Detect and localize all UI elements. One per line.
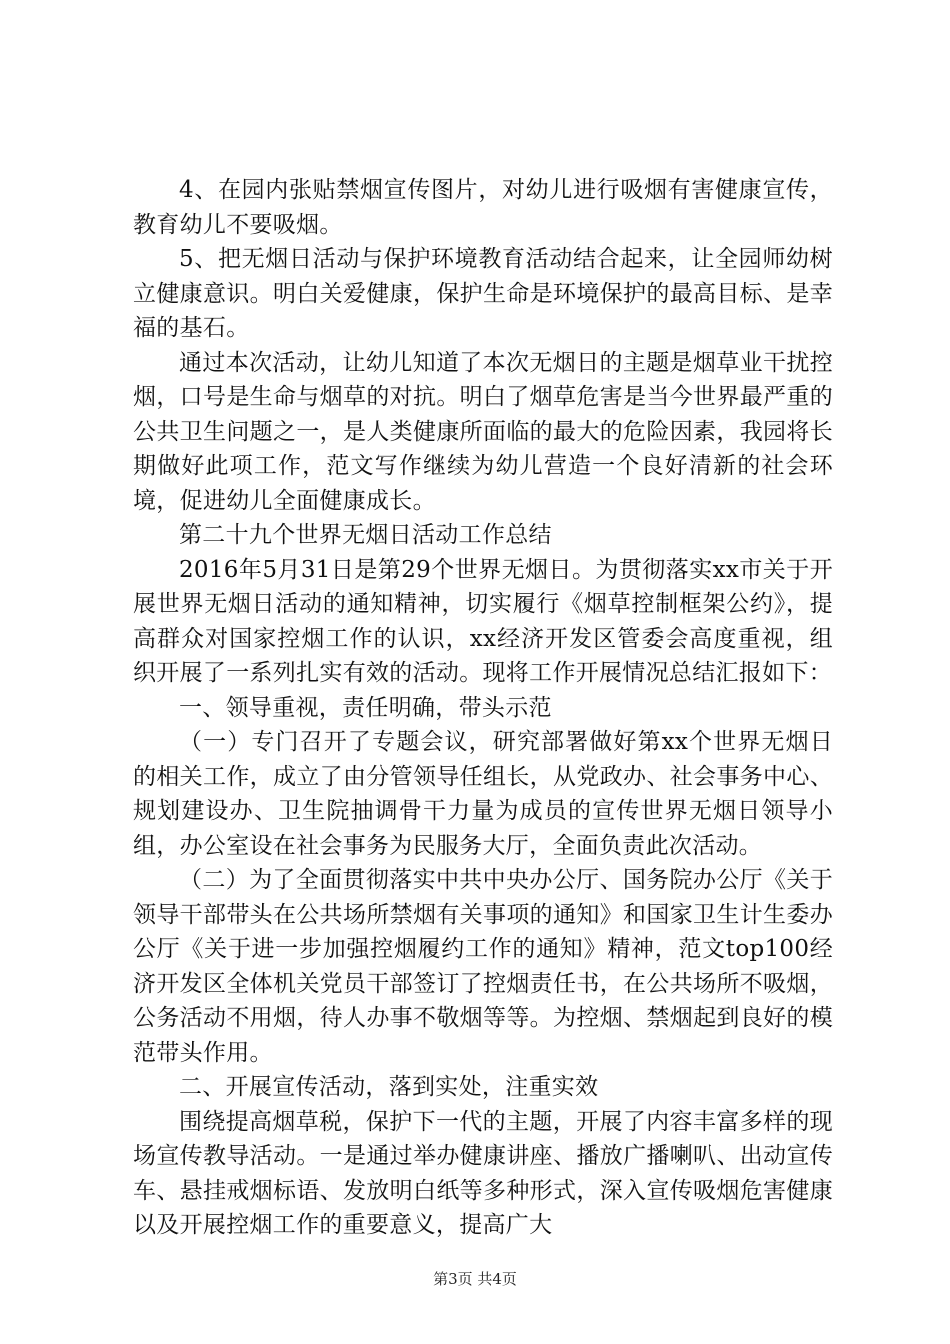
page-footer: 第3页 共4页	[433, 1270, 517, 1288]
heading-section-2: 二、开展宣传活动，落到实处，注重实效	[179, 1074, 599, 1100]
paragraph-subsection-1: （一）专门召开了专题会议，研究部署做好第xx个世界无烟日的相关工作，成立了由分管领导任组长，从党政办、社会事务中心、规划建设办、卫生院抽调骨干力量为成员的宣传世界无烟日领导小组，办公室设在社会事务为民服务大厅，全面负责此次活动。	[133, 729, 833, 859]
heading-section-1: 一、领导重视，责任明确，带头示范	[179, 694, 552, 721]
paragraph-item-5: 5、把无烟日活动与保护环境教育活动结合起来，让全园师幼树立健康意识。明白关爱健康，保护生命是环境保护的最高目标、是幸福的基石。	[133, 246, 833, 341]
section-title: 第二十九个世界无烟日活动工作总结	[179, 522, 552, 548]
paragraph-subsection-2: （二）为了全面贯彻落实中共中央办公厅、国务院办公厅《关于领导干部带头在公共场所禁烟有关事项的通知》和国家卫生计生委办公厅《关于进一步加强控烟履约工作的通知》精神，范文top100经济开发区全体机关党员干部签订了控烟责任书，在公共场所不吸烟，公务活动不用烟，待人办事不敬烟等等。为控烟、禁烟起到良好的模范带头作用。	[133, 867, 833, 1066]
paragraph-intro: 2016年5月31日是第29个世界无烟日。为贯彻落实xx市关于开展世界无烟日活动的通知精神，切实履行《烟草控制框架公约》，提高群众对国家控烟工作的认识，xx经济开发区管委会高度重视，组织开展了一系列扎实有效的活动。现将工作开展情况总结汇报如下：	[133, 556, 833, 686]
paragraph-publicity: 围绕提高烟草税，保护下一代的主题，开展了内容丰富多样的现场宣传教导活动。一是通过举办健康讲座、播放广播喇叭、出动宣传车、悬挂戒烟标语、发放明白纸等多种形式，深入宣传吸烟危害健康以及开展控烟工作的重要意义，提高广大	[133, 1108, 833, 1238]
document-body	[133, 173, 833, 1243]
paragraph-activity-summary: 通过本次活动，让幼儿知道了本次无烟日的主题是烟草业干扰控烟，口号是生命与烟草的对抗。明白了烟草危害是当今世界最严重的公共卫生问题之一，是人类健康所面临的最大的危险因素，我园将长期做好此项工作，范文写作继续为幼儿营造一个良好清新的社会环境，促进幼儿全面健康成长。	[133, 349, 833, 514]
paragraph-item-4: 4、在园内张贴禁烟宣传图片，对幼儿进行吸烟有害健康宣传，教育幼儿不要吸烟。	[133, 177, 833, 238]
